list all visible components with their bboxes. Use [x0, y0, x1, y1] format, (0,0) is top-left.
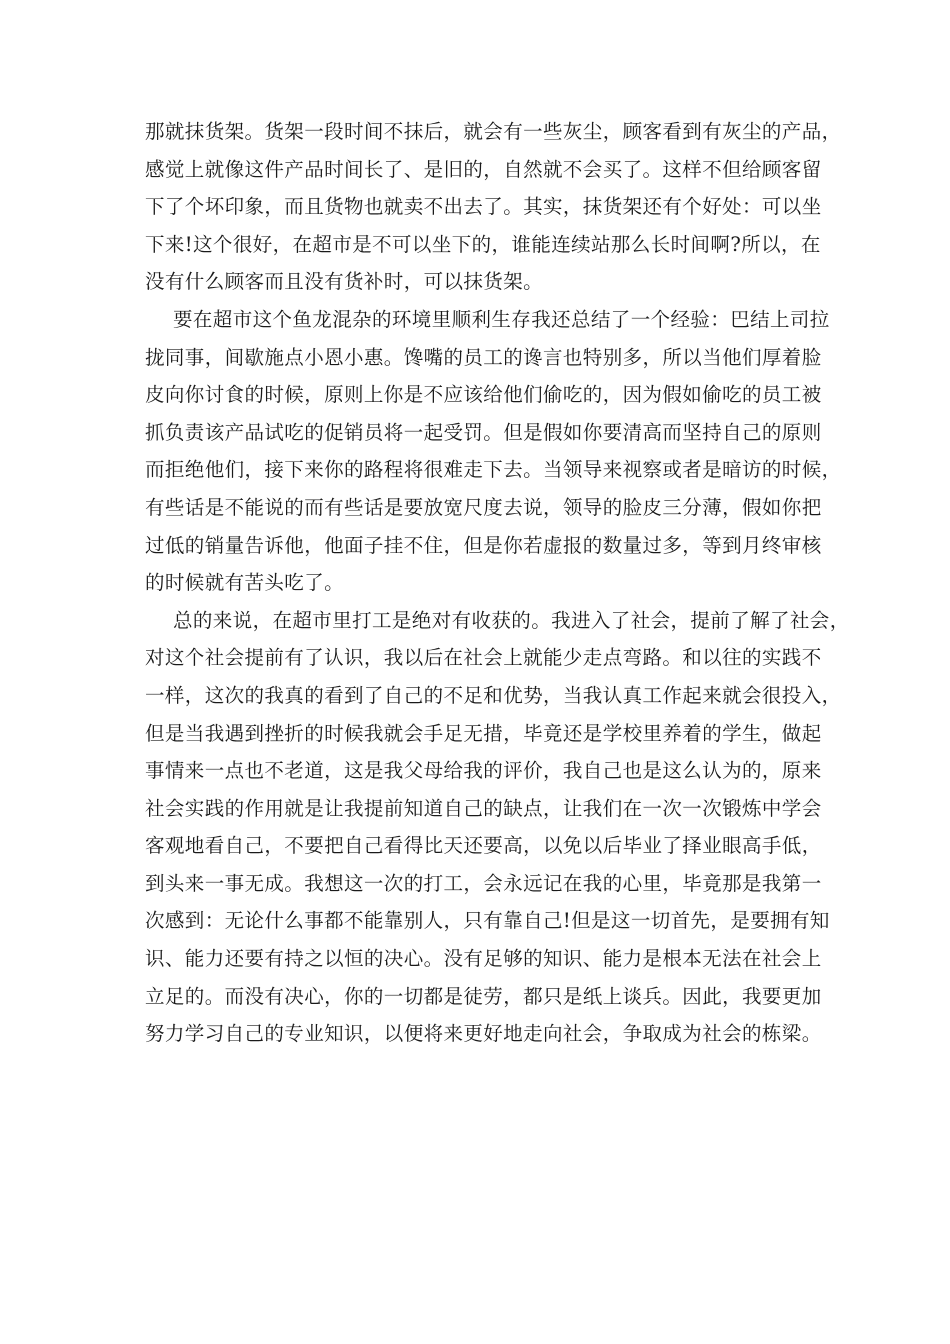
text-line: 事情来一点也不老道，这是我父母给我的评价，我自己也是这么认为的，原来 [145, 759, 822, 783]
text-line: 次感到：无论什么事都不能靠别人，只有靠自己!但是这一切首先，是要拥有知 [145, 909, 830, 933]
text-line: 社会实践的作用就是让我提前知道自己的缺点，让我们在一次一次锻炼中学会 [145, 796, 822, 820]
paragraph [145, 301, 842, 602]
text-line: 总的来说，在超市里打工是绝对有收获的。我进入了社会，提前了解了社会， [173, 608, 850, 632]
text-line: 下来!这个很好，在超市是不可以坐下的，谁能连续站那么长时间啊?所以，在 [145, 232, 821, 256]
paragraph [145, 113, 842, 301]
text-line: 的时候就有苦头吃了。 [145, 571, 345, 595]
text-line: 努力学习自己的专业知识，以便将来更好地走向社会，争取成为社会的栋梁。 [145, 1022, 822, 1046]
text-line: 有些话是不能说的而有些话是要放宽尺度去说，领导的脸皮三分薄，假如你把 [145, 495, 822, 519]
text-line: 但是当我遇到挫折的时候我就会手足无措，毕竟还是学校里养着的学生，做起 [145, 721, 822, 745]
text-line: 而拒绝他们，接下来你的路程将很难走下去。当领导来视察或者是暗访的时候， [145, 458, 842, 482]
text-line: 对这个社会提前有了认识，我以后在社会上就能少走点弯路。和以往的实践不 [145, 646, 822, 670]
text-line: 感觉上就像这件产品时间长了、是旧的，自然就不会买了。这样不但给顾客留 [145, 157, 822, 181]
text-line: 客观地看自己，不要把自己看得比天还要高，以免以后毕业了择业眼高手低， [145, 834, 822, 858]
text-line: 一样，这次的我真的看到了自己的不足和优势，当我认真工作起来就会很投入， [145, 683, 842, 707]
text-line: 拢同事，间歇施点小恩小惠。馋嘴的员工的谗言也特别多，所以当他们厚着脸 [145, 345, 822, 369]
text-line: 立足的。而没有决心，你的一切都是徒劳，都只是纸上谈兵。因此，我要更加 [145, 984, 822, 1008]
text-line: 到头来一事无成。我想这一次的打工，会永远记在我的心里，毕竟那是我第一 [145, 871, 822, 895]
paragraph [145, 602, 850, 1053]
text-line: 没有什么顾客而且没有货补时，可以抹货架。 [145, 270, 544, 294]
text-line: 识、能力还要有持之以恒的决心。没有足够的知识、能力是根本无法在社会上 [145, 947, 822, 971]
document-body [145, 113, 850, 1053]
text-line: 过低的销量告诉他，他面子挂不住，但是你若虚报的数量过多，等到月终审核 [145, 533, 822, 557]
text-line: 要在超市这个鱼龙混杂的环境里顺利生存我还总结了一个经验：巴结上司拉 [173, 307, 830, 331]
text-line: 那就抹货架。货架一段时间不抹后，就会有一些灰尘，顾客看到有灰尘的产品， [145, 120, 842, 143]
text-line: 下了个坏印象，而且货物也就卖不出去了。其实，抹货架还有个好处：可以坐 [145, 195, 822, 219]
text-line: 抓负责该产品试吃的促销员将一起受罚。但是假如你要清高而坚持自己的原则 [145, 420, 822, 444]
text-line: 皮向你讨食的时候，原则上你是不应该给他们偷吃的，因为假如偷吃的员工被 [145, 383, 822, 407]
